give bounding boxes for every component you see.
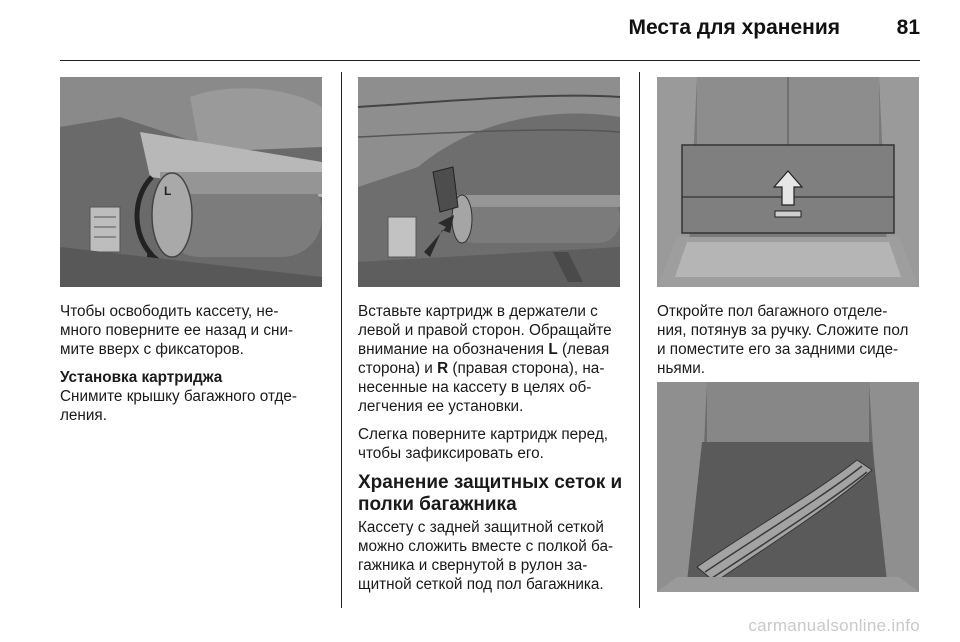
column-divider-1 [341, 72, 342, 608]
cartridge-release-illustration [60, 77, 322, 287]
instruction-remove-cover: Снимите крышку багажного отде- ления. [60, 388, 297, 424]
install-instruction-block [60, 368, 330, 425]
marker-right: R [437, 360, 449, 377]
watermark: carmanualsonline.info [748, 616, 920, 635]
cartridge-storage-illustration [657, 382, 919, 592]
insert-text-3: (правая сторона), на- несенные на кассету в целях об- легчения ее установки. [358, 360, 605, 415]
header-divider [60, 60, 920, 61]
caption-release: Чтобы освободить кассету, не- много поверните ее назад и сни- мите вверх с фиксаторов. [60, 303, 294, 358]
figure-load-floor [657, 77, 919, 287]
cartridge-install-illustration [358, 77, 620, 287]
caption-load-floor: Откройте пол багажного отделе- ния, потянув за ручку. Сложите пол и поместите его за задними сиде- ньями. [657, 303, 909, 377]
section-title: Места для хранения [628, 16, 840, 39]
paragraph-rotate-cartridge: Слегка поверните картридж перед, чтобы зафиксировать его. [358, 426, 609, 462]
section-heading-storage: Хранение защитных сеток и полки багажника [358, 472, 623, 515]
column-2-text [358, 302, 626, 603]
figure-cartridge-install [358, 77, 620, 287]
column-3-text [657, 302, 927, 387]
figure-cartridge-storage [657, 382, 919, 592]
cartridge-marker-label: L [164, 184, 172, 198]
paragraph-insert-cartridge [358, 302, 626, 416]
figure-cartridge-release [60, 77, 322, 287]
marker-left: L [548, 341, 558, 358]
insert-text-2: (левая сторона) и [358, 341, 610, 377]
paragraph-storage: Кассету с задней защитной сеткой можно сложить вместе с полкой ба- гажника и свернутой в рулон за- щитной сеткой под пол багажника. [358, 519, 614, 593]
load-floor-illustration [657, 77, 919, 287]
insert-text-1: Вставьте картридж в держатели с левой и правой сторон. Обращайте внимание на обозначения [358, 303, 612, 358]
column-divider-2 [639, 72, 640, 608]
column-1-text [60, 302, 330, 434]
page-number: 81 [896, 16, 920, 39]
subheading-install: Установка картриджа [60, 369, 223, 386]
